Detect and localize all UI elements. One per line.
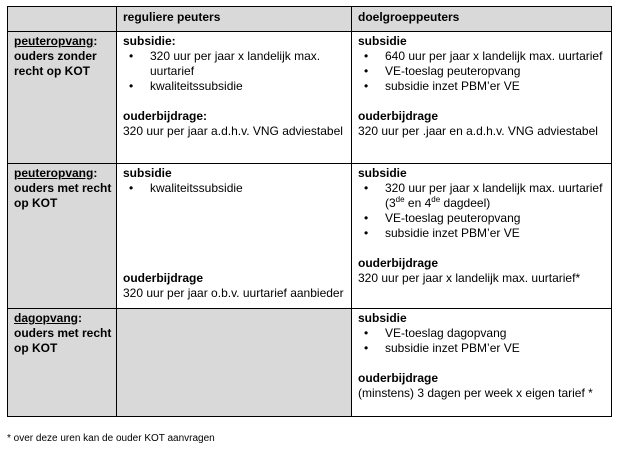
- contribution-label: ouderbijdrage: [358, 371, 439, 385]
- dagdeel-note: en 4: [404, 196, 432, 210]
- row-heading-sub: ouders met recht op KOT: [14, 181, 112, 210]
- row-heading-sub: ouders zonder recht op KOT: [14, 49, 97, 78]
- subsidy-list: [358, 326, 607, 356]
- contribution-label: ouderbijdrage: [358, 256, 439, 270]
- target-cell: [352, 164, 612, 309]
- row-heading: [8, 32, 117, 164]
- contribution-label: ouderbijdrage:: [123, 109, 208, 123]
- contribution-label: ouderbijdrage: [123, 271, 204, 285]
- regular-cell-empty: [117, 309, 352, 417]
- subsidy-list: [123, 49, 347, 94]
- list-item-text: 320 uur per jaar x landelijk max. uurtarief: [385, 181, 603, 195]
- row-heading-sub: ouders met recht op KOT: [14, 326, 112, 355]
- contribution-text: 320 uur per jaar x landelijk max. uurtarief*: [358, 271, 581, 285]
- list-item: • subsidie inzet PBM’er VE: [385, 341, 607, 356]
- row-heading-link[interactable]: peuteropvang: [14, 34, 94, 48]
- list-item: • subsidie inzet PBM’er VE: [385, 79, 607, 94]
- subsidy-list: [123, 181, 347, 196]
- list-item: • VE-toeslag peuteropvang: [385, 211, 607, 226]
- row-heading-colon: :: [93, 34, 98, 48]
- subsidy-list: [358, 49, 607, 94]
- row-heading: [8, 164, 117, 309]
- subsidy-label: subsidie: [123, 166, 172, 180]
- regular-cell: [117, 164, 352, 309]
- list-item: • VE-toeslag dagopvang: [385, 326, 607, 341]
- table-row: [8, 32, 612, 164]
- row-heading-colon: :: [93, 166, 98, 180]
- row-heading-link[interactable]: peuteropvang: [14, 166, 94, 180]
- contribution-text: 320 uur per jaar a.d.h.v. VNG adviestabel: [123, 124, 343, 138]
- list-item: • VE-toeslag peuteropvang: [385, 64, 607, 79]
- row-heading-colon: :: [78, 311, 83, 325]
- header-empty-cell: [8, 7, 117, 32]
- target-cell: [352, 309, 612, 417]
- list-item: • kwaliteitssubsidie: [150, 79, 347, 94]
- target-cell: [352, 32, 612, 164]
- table-row: [8, 164, 612, 309]
- regular-cell: [117, 32, 352, 164]
- subsidy-label: subsidie: [358, 311, 407, 325]
- contribution-text: (minstens) 3 dagen per week x eigen tarief *: [358, 386, 593, 400]
- list-item: • 320 uur per jaar x landelijk max. uurtarief: [150, 49, 347, 79]
- list-item: • subsidie inzet PBM’er VE: [385, 226, 607, 241]
- header-regular-peuters: reguliere peuters: [117, 7, 352, 32]
- list-item: • kwaliteitssubsidie: [150, 181, 347, 196]
- row-heading-link[interactable]: dagopvang: [14, 311, 79, 325]
- contribution-label: ouderbijdrage: [358, 109, 439, 123]
- dagdeel-note: (3: [385, 196, 396, 210]
- contribution-text: 320 uur per .jaar en a.d.h.v. VNG adviestabel: [358, 124, 598, 138]
- dagdeel-sup: de: [431, 195, 441, 204]
- subsidy-label: subsidie: [358, 166, 407, 180]
- list-item: [385, 181, 607, 211]
- subsidy-list: [358, 181, 607, 241]
- row-heading: [8, 309, 117, 417]
- table-header-row: [8, 7, 612, 32]
- contribution-text: 320 uur per jaar o.b.v. uurtarief aanbieder: [123, 286, 344, 300]
- dagdeel-sup: de: [395, 195, 405, 204]
- subsidy-label: subsidie: [358, 34, 407, 48]
- subsidy-label: subsidie:: [123, 34, 176, 48]
- footnote: * over deze uren kan de ouder KOT aanvragen: [7, 433, 215, 444]
- list-item: • 640 uur per jaar x landelijk max. uurtarief: [385, 49, 607, 64]
- table-row: [8, 309, 612, 417]
- dagdeel-note: dagdeel): [440, 196, 491, 210]
- header-target-peuters: doelgroeppeuters: [352, 7, 612, 32]
- subsidy-table: [7, 6, 612, 417]
